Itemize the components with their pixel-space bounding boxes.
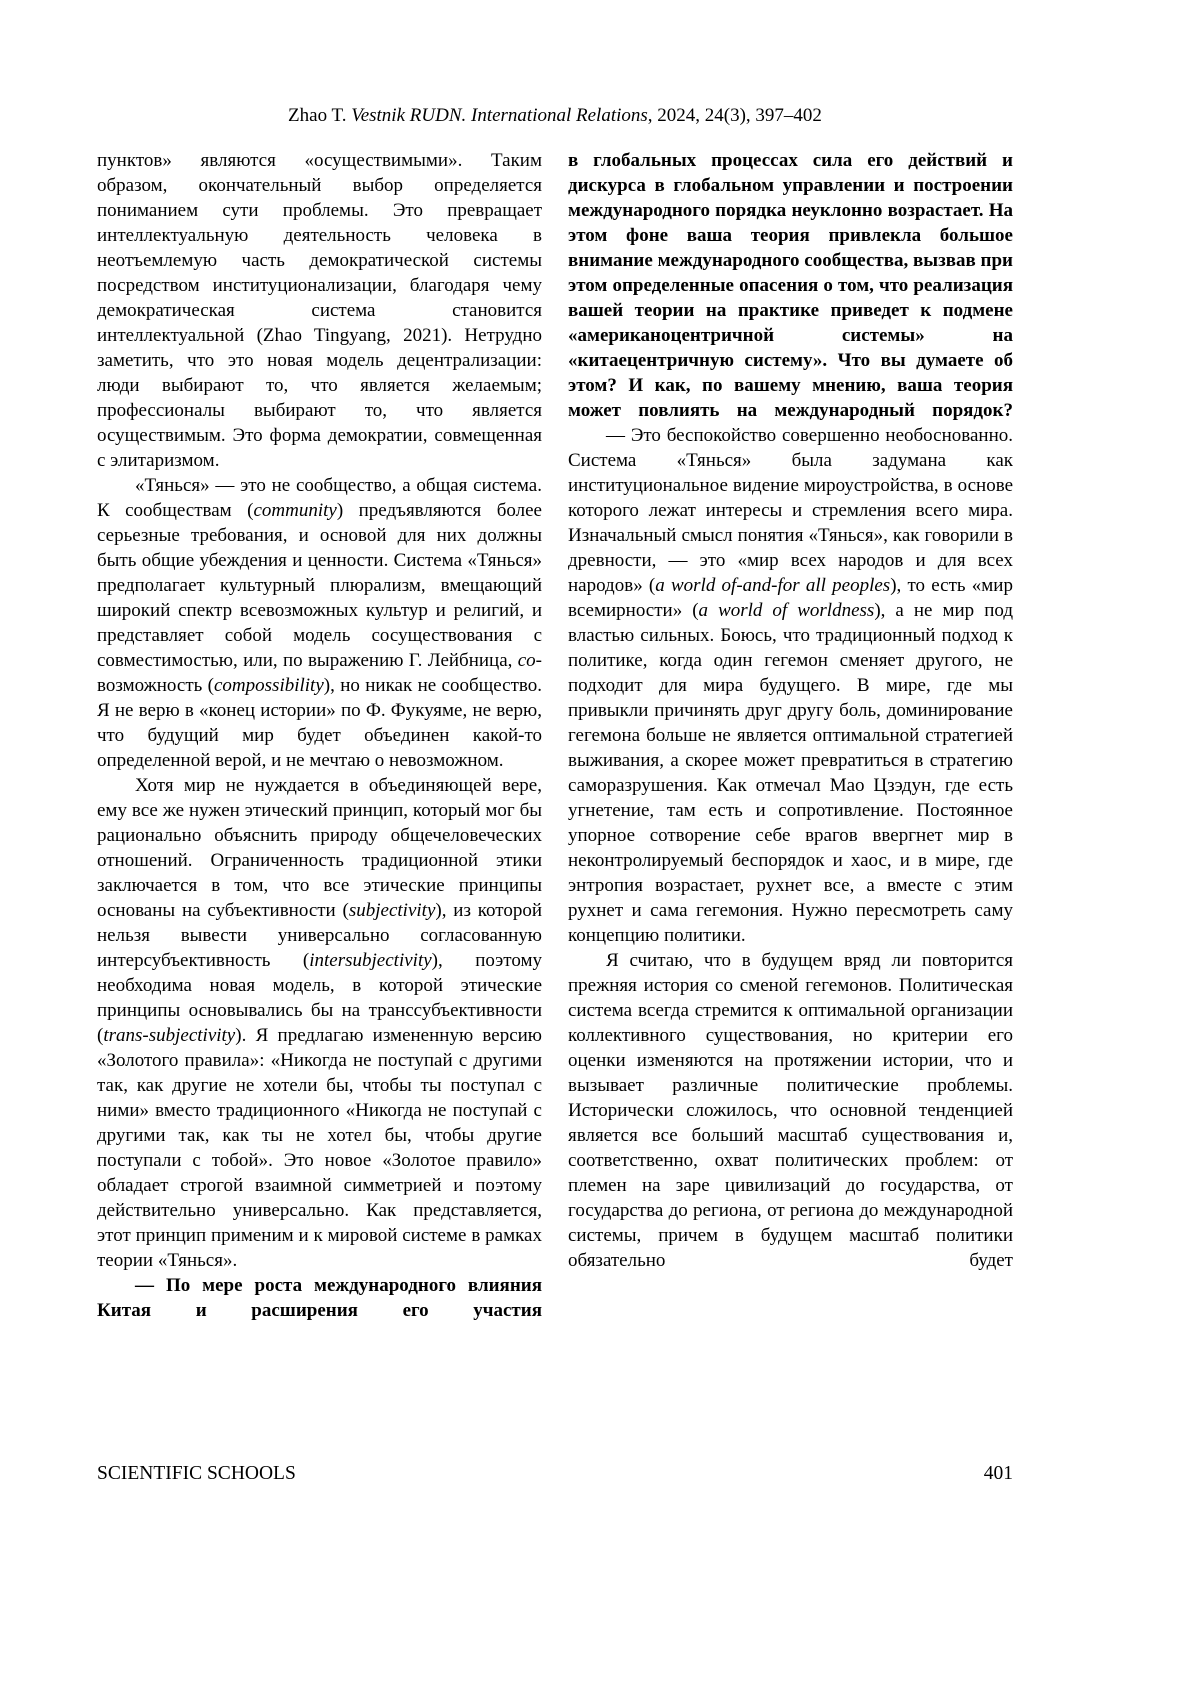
footer-section-label: SCIENTIFIC SCHOOLS <box>97 1463 296 1484</box>
paragraph: «Тянься» — это не сообщество, а общая система. К сообществам (community) предъявляются более серьезные требования, и основой для них должны быть общие убеждения и ценности. Система «Тянься» предполагает культурный плюрализм, вмещающий широкий спектр всевозможных культур и религий, и представляет собой модель сосуществования с совместимостью, или, по выражению Г. Лейбница, co-возможность (compossibility), но никак не сообщество. Я не верю в «конец истории» по Ф. Фукуяме, не верю, что будущий мир будет объединен какой-то определенной верой, и не мечтаю о невозможном. <box>97 475 542 771</box>
paragraph: Хотя мир не нуждается в объединяющей вере, ему все же нужен этический принцип, который мог бы рационально объяснить природу общечеловеческих отношений. Ограниченность традиционной этики заключается в том, что все этические принципы основаны на субъективности (subjectivity), из которой нельзя вывести универсально согласованную интерсубъективность (intersubjectivity), поэтому необходима новая модель, в которой этические принципы основывались бы на транссубъективности (trans-subjectivity). Я предлагаю измененную версию «Золотого правила»: «Никогда не поступай с другими так, как другие не хотели бы, чтобы ты поступал с ними» вместо традиционного «Никогда не поступай с другими так, как ты не хотел бы, чтобы другие поступали с тобой». Это новое «Золотое правило» обладает строгой взаимной симметрией и поэтому действительно универсально. Как представляется, этот принцип применим и к мировой системе в рамках теории «Тянься». <box>97 775 542 1271</box>
interview-question-paragraph: — По мере роста международного влияния Китая и расширения его участия <box>97 1275 542 1321</box>
interview-question-paragraph: в глобальных процессах сила его действий и дискурса в глобальном управлении и построении международного порядка неуклонно возрастает. На этом фоне ваша теория привлекла большое внимание международного сообщества, вызвав при этом определенные опасения о том, что реализация вашей теории на практике приведет к подмене «американоцентричной системы» на «китаецентричную систему». Что вы думаете об этом? И как, по вашему мнению, ваша теория может повлиять на международный порядок? <box>568 150 1013 421</box>
page-number: 401 <box>983 1463 1013 1484</box>
left-column <box>97 148 542 1323</box>
paragraph: пунктов» являются «осуществимыми». Таким образом, окончательный выбор определяется пониманием сути проблемы. Это превращает интеллектуальную деятельность человека в неотъемлемую часть демократической системы посредством институционализации, благодаря чему демократическая система становится интеллектуальной (Zhao Tingyang, 2021). Нетрудно заметить, что это новая модель децентрализации: люди выбирают то, что является желаемым; профессионалы выбирают то, что является осуществимым. Это форма демократии, совмещенная с элитаризмом. <box>97 150 542 471</box>
page-footer <box>97 1462 1013 1486</box>
interview-answer-paragraph: — Это беспокойство совершенно необоснованно. Система «Тянься» была задумана как институциональное видение мироустройства, в основе которого лежат интересы и стремления всего мира. Изначальный смысл понятия «Тянься», как говорили в древности, — это «мир всех народов и для всех народов» (a world of-and-for all peoples), то есть «мир всемирности» (a world of worldness), а не мир под властью сильных. Боюсь, что традиционный подход к политике, когда один гегемон сменяет другого, не подходит для мира будущего. В мире, где мы привыкли причинять друг другу боль, доминирование гегемона больше не является оптимальной стратегией выживания, а скорее может превратиться в стратегию саморазрушения. Как отмечал Мао Цзэдун, где есть угнетение, там есть и сопротивление. Постоянное упорное сотворение себе врагов ввергнет мир в неконтролируемый беспорядок и хаос, и в мире, где энтропия возрастает, рухнет все, а вместе с этим рухнет и сама гегемония. Нужно пересмотреть саму концепцию политики. <box>568 425 1013 946</box>
right-column <box>568 148 1013 1323</box>
running-head: Zhao T. Vestnik RUDN. International Relations, 2024, 24(3), 397–402 <box>288 105 822 126</box>
text-columns <box>97 148 1013 1323</box>
paragraph: Я считаю, что в будущем вряд ли повторится прежняя история со сменой гегемонов. Политическая система всегда стремится к оптимальной организации коллективного существования, но критерии его оценки изменяются на протяжении истории, что и вызывает различные политические проблемы. Исторически сложилось, что основной тенденцией является все больший масштаб существования и, соответственно, охват политических проблем: от племен на заре цивилизаций до государства, от государства до региона, от региона до международной системы, причем в будущем масштаб политики обязательно будет <box>568 950 1013 1271</box>
